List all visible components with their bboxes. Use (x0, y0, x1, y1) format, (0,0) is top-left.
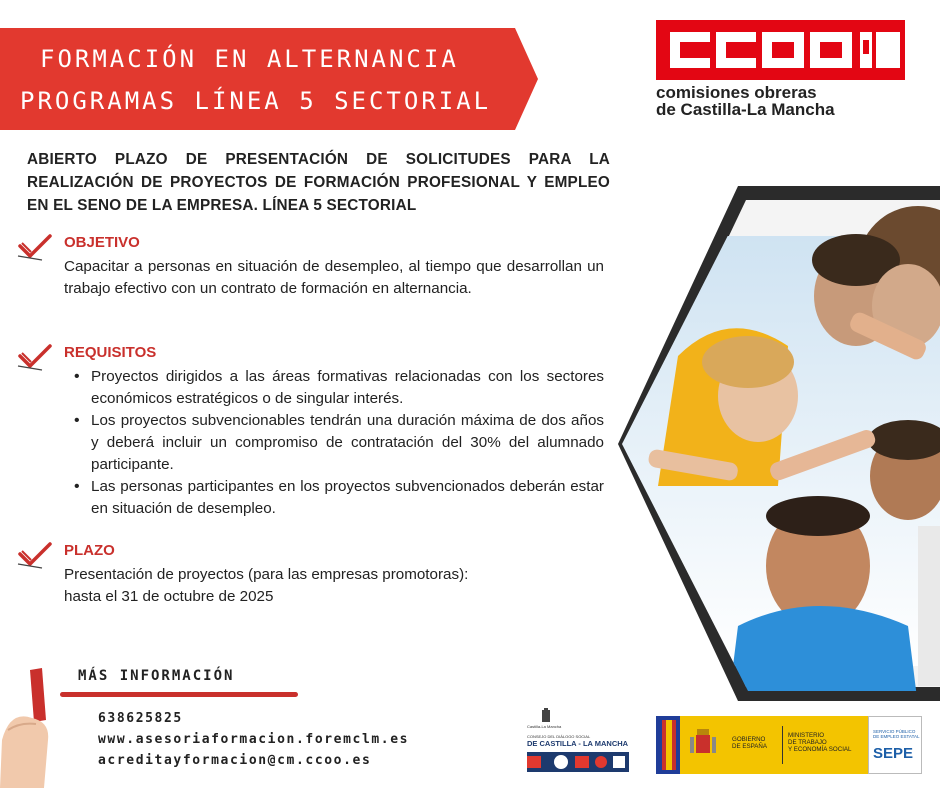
ccoo-logo-line1: comisiones obreras (656, 83, 817, 102)
eu-flag-icon (656, 716, 680, 774)
coat-of-arms-icon (688, 725, 718, 765)
contact-web[interactable]: www.asesoriaformacion.foremclm.es (98, 732, 410, 747)
section-body-objetivo: Capacitar a personas en situación de desempleo, al tiempo que desarrollan un trabajo efectivo con un contrato de formación en alternancia. (64, 258, 604, 297)
checkmark-icon (16, 344, 54, 374)
section-plazo (16, 542, 606, 612)
crest-icon (539, 708, 553, 724)
sepe-logo (868, 716, 922, 774)
requisitos-list (64, 366, 604, 520)
plazo-line2: hasta el 31 de octubre de 2025 (64, 588, 274, 605)
ministerio-text (788, 732, 852, 753)
contact-email[interactable]: acreditayformacion@cm.ccoo.es (98, 753, 372, 768)
list-item: • Los proyectos subvencionables tendrán una duración máxima de dos años y deberá incluir un compromiso de contratación del 30% del alumnado participante. (64, 410, 604, 476)
ministerio-line3: Y ECONOMÍA SOCIAL (788, 746, 852, 753)
sepe-small-text (873, 729, 920, 739)
ccoo-logo (656, 20, 906, 118)
ccoo-logo-text (656, 84, 906, 118)
list-item: • Proyectos dirigidos a las áreas formativas relacionadas con los sectores económicos estratégicos o de singular interés. (64, 366, 604, 410)
more-info-block (0, 660, 410, 788)
hexagon-photo (618, 186, 940, 706)
gobierno-line1: GOBIERNO (732, 736, 766, 743)
section-title-objetivo: OBJETIVO (64, 234, 140, 251)
contact-lines (98, 708, 409, 771)
checkmark-icon (16, 234, 54, 264)
consejo-dialogo-social-logo (527, 708, 629, 774)
banner-title-line1: FORMACIÓN EN ALTERNANCIA (40, 45, 459, 73)
list-item: • Las personas participantes en los proyectos subvencionados deberán estar en situación de desempleo. (64, 476, 604, 520)
sepe-wordmark: SEPE (873, 745, 914, 762)
checkmark-icon (16, 542, 54, 572)
sepe-small-line1: SERVICIO PÚBLICO (873, 729, 916, 734)
ministerio-line2: DE TRABAJO (788, 739, 827, 746)
consejo-name: DE CASTILLA - LA MANCHA (527, 739, 629, 748)
ministerio-line1: MINISTERIO (788, 732, 825, 739)
consejo-small-label: CONSEJO DEL DIÁLOGO SOCIAL (527, 734, 591, 739)
gobierno-divider (782, 726, 783, 764)
group-photo-image (618, 186, 940, 706)
gobierno-line2: DE ESPAÑA (732, 743, 767, 750)
ccoo-logo-mark (656, 20, 905, 80)
section-objetivo (16, 234, 606, 329)
plazo-line1: Presentación de proyectos (para las empresas promotoras): (64, 566, 469, 583)
banner-title-line2: PROGRAMAS LÍNEA 5 SECTORIAL (20, 87, 492, 115)
more-info-title: MÁS INFORMACIÓN (78, 668, 235, 684)
more-info-divider (60, 692, 298, 697)
section-title-requisitos: REQUISITOS (64, 344, 157, 361)
header-banner (0, 28, 540, 130)
consejo-pattern-icon (527, 752, 629, 772)
hand-marker-icon (0, 660, 80, 788)
gobierno-sepe-logo (656, 716, 922, 774)
contact-phone: 638625825 (98, 711, 183, 726)
banner-title (20, 38, 492, 122)
consejo-jccm-label: Castilla-La Mancha (527, 724, 562, 729)
section-title-plazo: PLAZO (64, 542, 115, 559)
ccoo-letters-icon (656, 20, 905, 80)
sepe-small-line2: DE EMPLEO ESTATAL (873, 734, 920, 739)
ccoo-logo-line2: de Castilla-La Mancha (656, 100, 835, 119)
gobierno-panel (680, 716, 868, 774)
section-body-plazo (64, 564, 604, 608)
section-requisitos (16, 344, 606, 524)
intro-heading: ABIERTO PLAZO DE PRESENTACIÓN DE SOLICITUDES PARA LA REALIZACIÓN DE PROYECTOS DE FORMACIÓN PROFESIONAL Y EMPLEO EN EL SENO DE LA EMPRESA. LÍNEA 5 SECTORIAL (27, 151, 610, 214)
gobierno-text (732, 736, 767, 750)
